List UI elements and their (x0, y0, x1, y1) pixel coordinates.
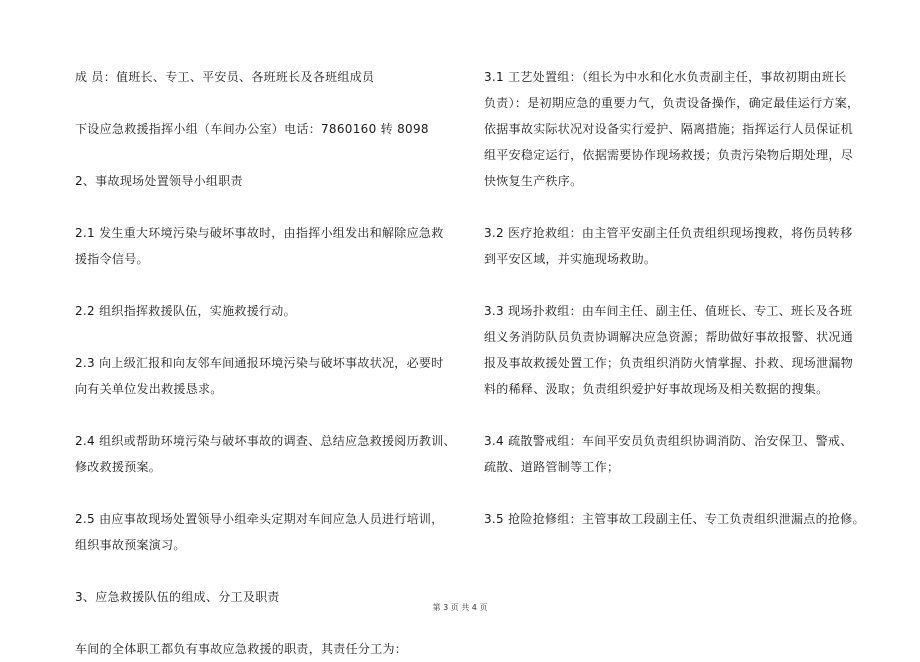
text-line: 依据事故实际状况对设备实行爱护、隔离措施；指挥运行人员保证机 (484, 122, 854, 136)
text-line: 料的稀释、汲取；负责组织爱护好事故现场及相关数据的搜集。 (484, 382, 829, 396)
right-column (484, 64, 868, 532)
text-line: 车间的全体职工都负有事故应急救援的职责，其责任分工为： (75, 642, 408, 656)
text-line: 组平安稳定运行，依据需要协作现场救援；负责污染物后期处理，尽 (484, 148, 854, 162)
text-line: 援指令信号。 (75, 252, 149, 266)
text-line: 快恢复生产秩序。 (484, 174, 583, 188)
text-line: 疏散、道路管制等工作； (484, 460, 620, 474)
text-line: 3.3 现场扑救组：由车间主任、副主任、值班长、专工、班长及各班 (484, 304, 853, 318)
text-line: 2.5 由应事故现场处置领导小组牵头定期对车间应急人员进行培训， (75, 512, 444, 526)
text-line: 3.1 工艺处置组：（组长为中水和化水负责副主任，事故初期由班长 (484, 70, 847, 84)
text-line (75, 142, 460, 168)
text-line: 下设应急救援指挥小组（车间办公室）电话：7860160 转 8098 (75, 122, 429, 136)
text-line: 2.1 发生重大环境污染与破坏事故时，由指挥小组发出和解除应急救 (75, 226, 444, 240)
text-line: 3.2 医疗抢救组：由主管平安副主任负责组织现场搜救，将伤员转移 (484, 226, 853, 240)
text-line (75, 90, 460, 116)
text-line: 向有关单位发出救援恳求。 (75, 382, 223, 396)
text-line: 组义务消防队员负责协调解决应急资源；帮助做好事故报警、状况通 (484, 330, 854, 344)
text-line: 负责）：是初期应急的重要力气，负责设备操作，确定最佳运行方案， (484, 96, 860, 110)
text-line: 到平安区域，并实施现场救助。 (484, 252, 657, 266)
text-line: 2.3 向上级汇报和向友邻车间通报环境污染与破坏事故状况，必要时 (75, 356, 444, 370)
text-line: 修改救援预案。 (75, 460, 162, 474)
text-line (484, 480, 868, 506)
page-number: 第 3 页 共 4 页 (432, 603, 488, 612)
left-column (75, 64, 460, 662)
text-line: 组织事故预案演习。 (75, 538, 186, 552)
text-line (75, 480, 460, 506)
section-heading: 3、应急救援队伍的组成、分工及职责 (75, 590, 280, 604)
text-line: 3.4 疏散警戒组：车间平安员负责组织协调消防、治安保卫、警戒、 (484, 434, 853, 448)
text-line (75, 272, 460, 298)
text-line (484, 272, 868, 298)
text-line (75, 558, 460, 584)
text-line (75, 610, 460, 636)
text-line (75, 402, 460, 428)
section-heading: 2、事故现场处置领导小组职责 (75, 174, 243, 188)
text-line: 2.4 组织或帮助环境污染与破坏事故的调查、总结应急救援阅历教训、 (75, 434, 456, 448)
text-line: 报及事故救援处置工作；负责组织消防火情掌握、扑救、现场泄漏物 (484, 356, 854, 370)
text-line (484, 402, 868, 428)
text-line: 3.5 抢险抢修组：主管事故工段副主任、专工负责组织泄漏点的抢修。 (484, 512, 865, 526)
text-line (75, 194, 460, 220)
text-line: 成 员：值班长、专工、平安员、各班班长及各班组成员 (75, 70, 375, 84)
text-line (75, 324, 460, 350)
text-line: 2.2 组织指挥救援队伍，实施救援行动。 (75, 304, 296, 318)
text-line (484, 194, 868, 220)
